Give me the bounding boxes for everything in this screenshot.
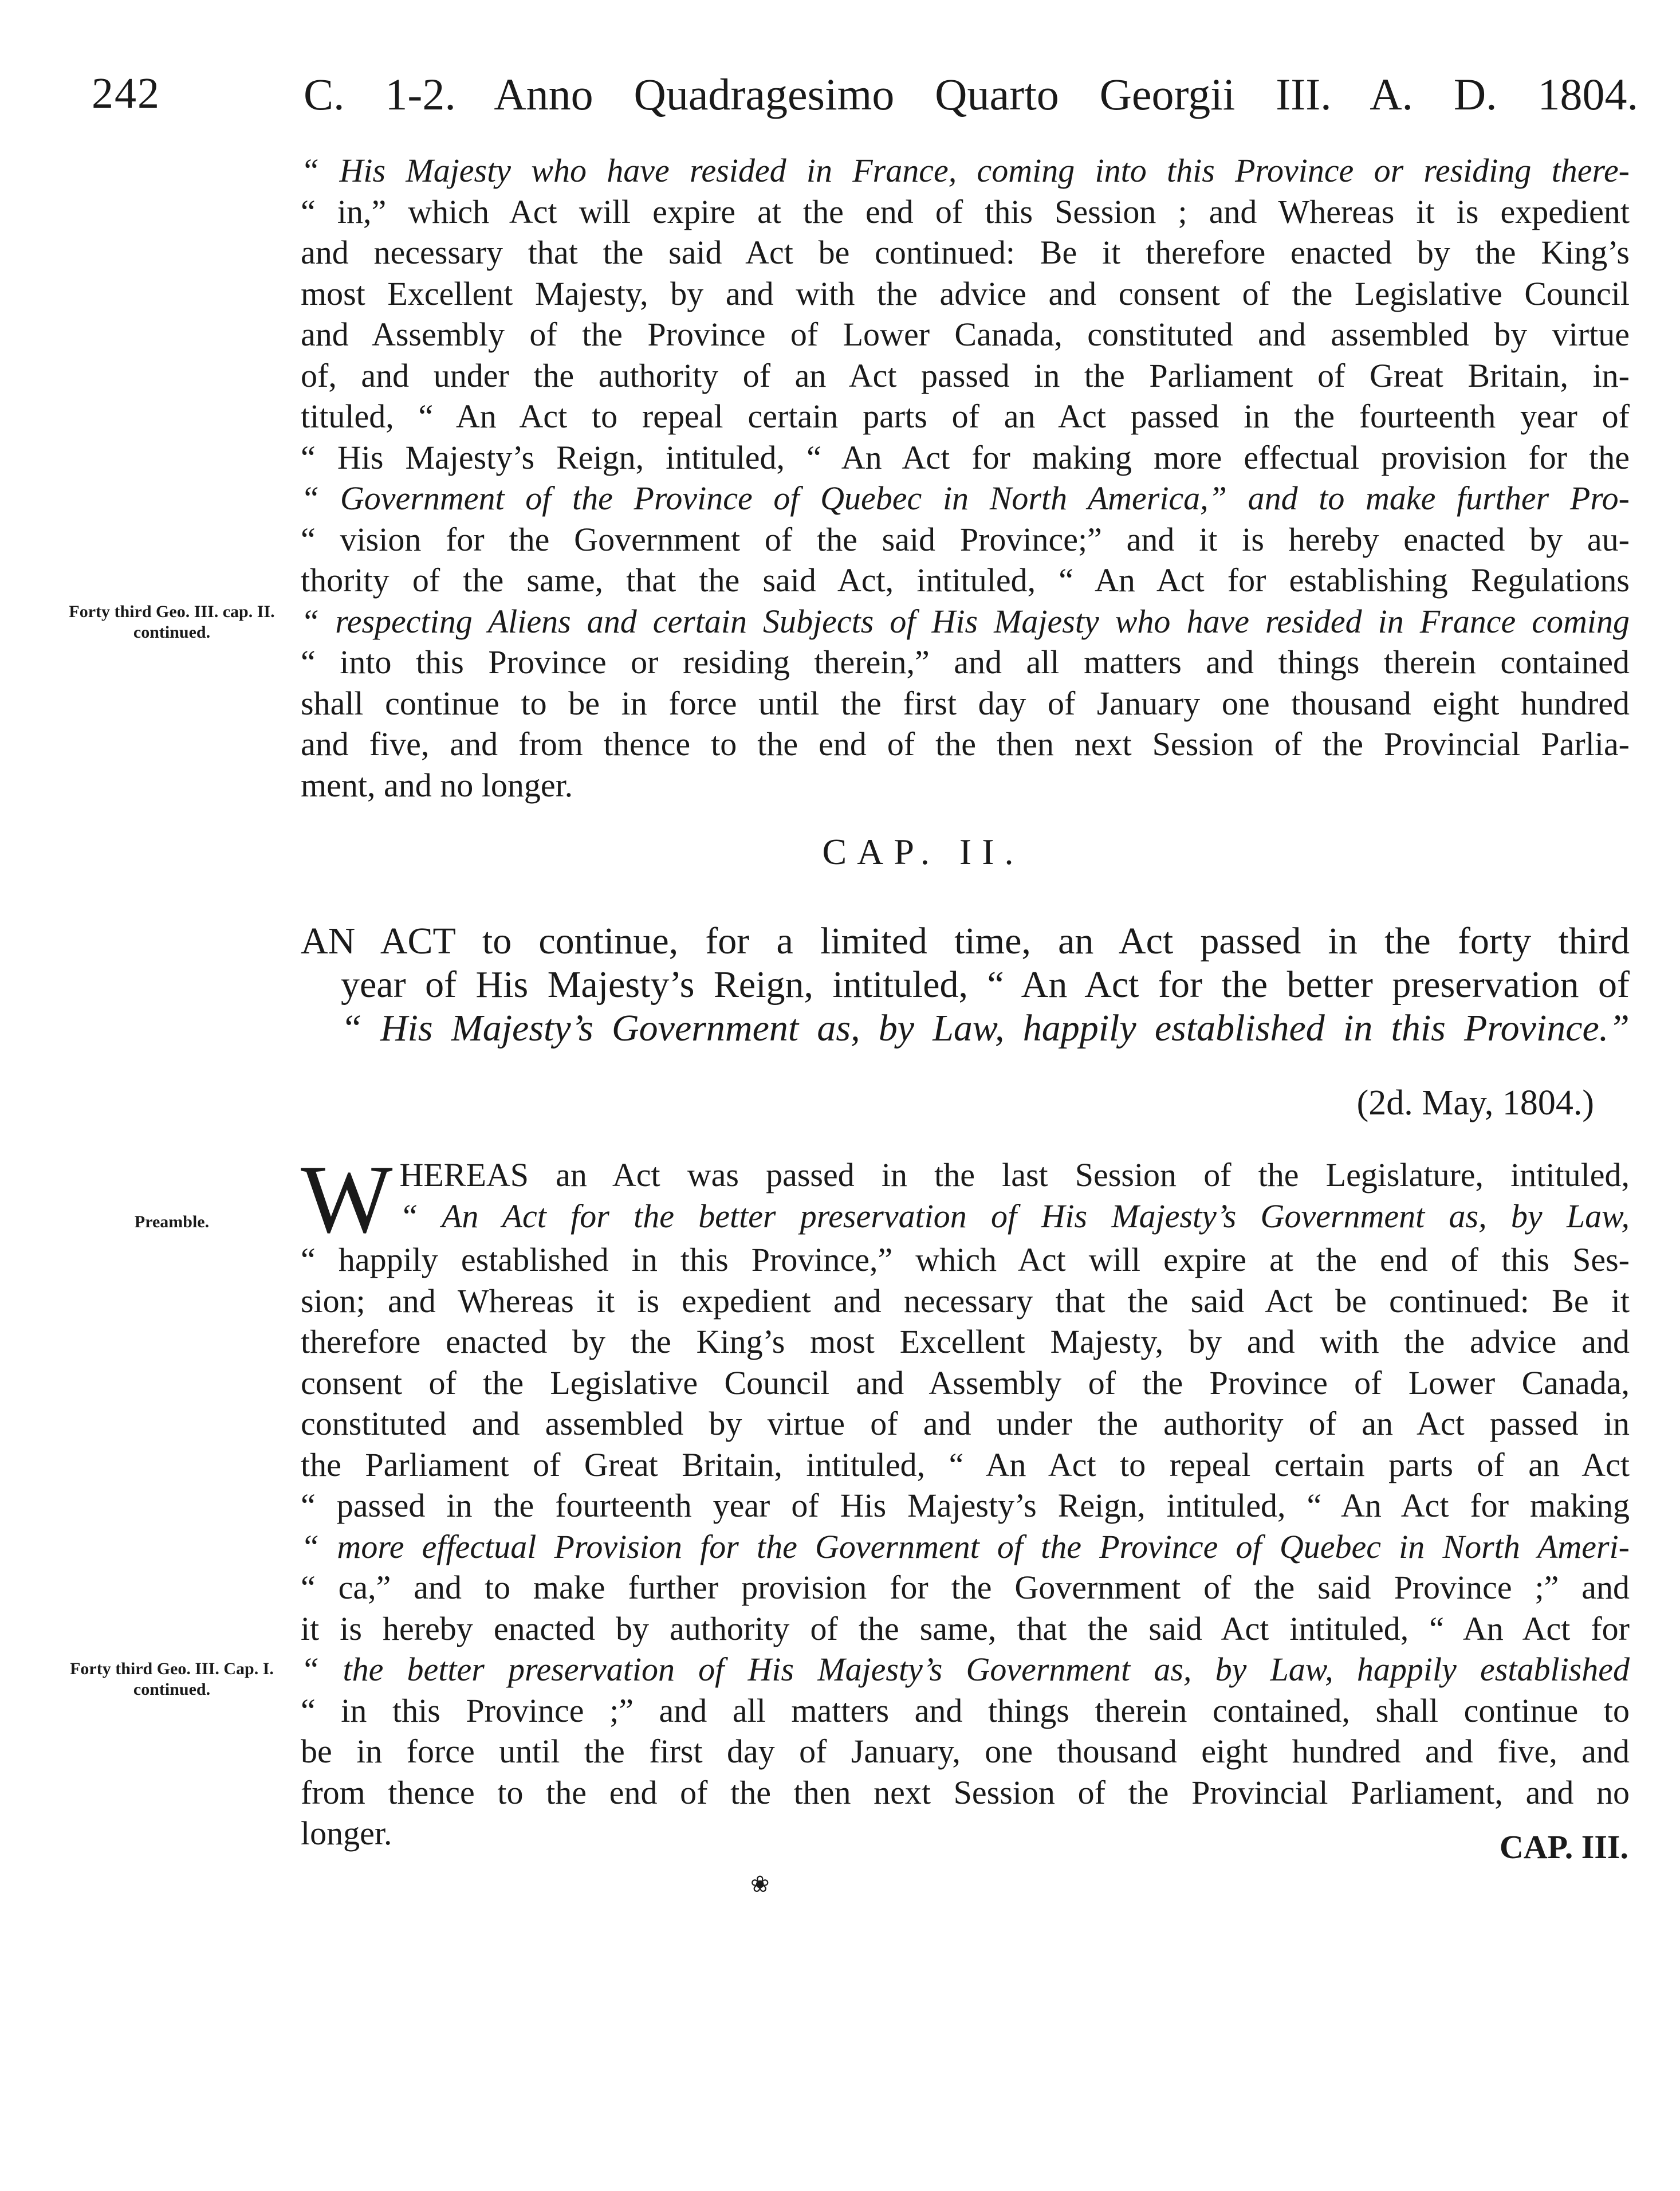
text-line: and Assembly of the Province of Lower Canada, constituted and assembled by virtue: [301, 316, 1630, 353]
text-line: tituled, “ An Act to repeal certain parts of an Act passed in the fourteenth year of: [301, 398, 1630, 435]
text-line: sion; and Whereas it is expedient and necessary that the said Act be continued: Be it: [301, 1282, 1630, 1320]
text-line: “ the better preservation of His Majesty’s Government as, by Law, happily established: [301, 1651, 1630, 1688]
cap-ii-heading: CAP. II.: [822, 831, 1024, 872]
page-header: [92, 63, 1638, 126]
text-line: “ respecting Aliens and certain Subjects of His Majesty who have resided in France coming: [301, 602, 1630, 640]
running-head: C. 1-2. Anno Quadragesimo Quarto Georgii III. A. D. 1804.: [304, 69, 1638, 119]
catchword: CAP. III.: [1499, 1828, 1628, 1866]
cap-ii-body: [301, 1145, 1630, 1854]
text-line: and necessary that the said Act be continued: Be it therefore enacted by the King’s: [301, 234, 1630, 271]
ornament-icon: ❀: [750, 1871, 770, 1897]
text-line: “ His Majesty who have resided in France, coming into this Province or residing there-: [301, 152, 1630, 189]
text-line: “ An Act for the better preservation of His Majesty’s Government as, by Law,: [399, 1197, 1630, 1235]
margin-note-preamble: Preamble.: [134, 1212, 210, 1231]
text-line: ment, and no longer.: [301, 766, 573, 804]
text-line: “ vision for the Government of the said Province;” and it is hereby enacted by au-: [301, 520, 1630, 558]
text-line: “ in this Province ;” and all matters and things therein contained, shall continue to: [301, 1691, 1630, 1729]
text-line: “ more effectual Provision for the Government of the Province of Quebec in North Ameri-: [301, 1528, 1630, 1565]
title-line: “ His Majesty’s Government as, by Law, happily established in this Province.”: [341, 1007, 1630, 1049]
title-line: year of His Majesty’s Reign, intituled, “ An Act for the better preservation of: [341, 964, 1630, 1006]
enactment-date: (2d. May, 1804.): [1356, 1083, 1594, 1122]
text-line: and five, and from thence to the end of the then next Session of the Provincial Parlia-: [301, 725, 1630, 763]
margin-note-forty-third-cap-i: Forty third Geo. III. Cap. I. continued.: [70, 1659, 274, 1699]
cap1-continuation: [301, 150, 1630, 806]
text-line: “ ca,” and to make further provision for the Government of the said Province ;” and: [301, 1569, 1630, 1606]
text-line: constituted and assembled by virtue of and under the authority of an Act passed in: [301, 1405, 1630, 1442]
text-line: therefore enacted by the King’s most Excellent Majesty, by and with the advice and: [301, 1323, 1630, 1360]
text-line: longer.: [301, 1815, 392, 1852]
page-number: 242: [92, 69, 160, 117]
text-line: “ Government of the Province of Quebec in North America,” and to make further Pro-: [301, 480, 1630, 517]
text-line: consent of the Legislative Council and Assembly of the Province of Lower Canada,: [301, 1364, 1630, 1401]
text-line: most Excellent Majesty, by and with the advice and consent of the Legislative Council: [301, 274, 1630, 312]
text-line: thority of the same, that the said Act, intituled, “ An Act for establishing Regulations: [301, 562, 1630, 599]
text-line: shall continue to be in force until the first day of January one thousand eight hundred: [301, 684, 1630, 722]
text-line: “ His Majesty’s Reign, intituled, “ An Act for making more effectual provision for the: [301, 438, 1630, 476]
title-line: AN ACT to continue, for a limited time, an Act passed in the forty third: [301, 920, 1630, 962]
text-line: “ in,” which Act will expire at the end of this Session ; and Whereas it is expedient: [301, 193, 1630, 230]
margin-note-forty-third-cap-ii: Forty third Geo. III. cap. II. continued.: [69, 602, 275, 642]
text-line: HEREAS an Act was passed in the last Session of the Legislature, intituled,: [399, 1156, 1630, 1193]
text-line: “ passed in the fourteenth year of His Majesty’s Reign, intituled, “ An Act for making: [301, 1487, 1630, 1524]
text-line: the Parliament of Great Britain, intituled, “ An Act to repeal certain parts of an Act: [301, 1446, 1630, 1483]
drop-cap: W: [301, 1145, 393, 1253]
text-line: of, and under the authority of an Act passed in the Parliament of Great Britain, in-: [301, 356, 1630, 394]
text-line: “ into this Province or residing therein,” and all matters and things therein contained: [301, 643, 1630, 681]
cap-ii-title: [301, 920, 1630, 1050]
text-line: from thence to the end of the then next Session of the Provincial Parliament, and no: [301, 1773, 1630, 1811]
text-line: it is hereby enacted by authority of the same, that the said Act intituled, “ An Act for: [301, 1609, 1630, 1647]
text-line: be in force until the first day of January, one thousand eight hundred and five, and: [301, 1733, 1630, 1770]
text-line: “ happily established in this Province,” which Act will expire at the end of this Ses-: [301, 1241, 1630, 1278]
